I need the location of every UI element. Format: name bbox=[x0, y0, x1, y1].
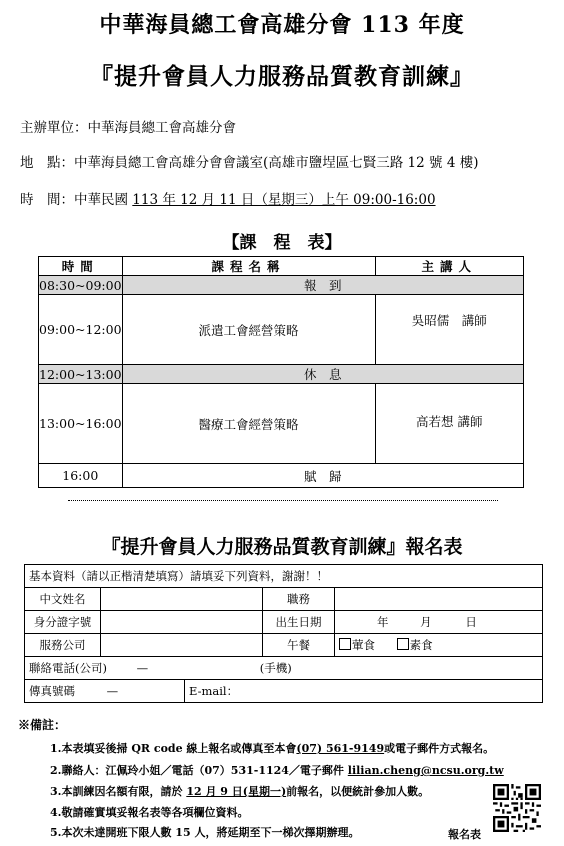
note-3 bbox=[50, 783, 429, 799]
birth-field[interactable] bbox=[335, 611, 543, 634]
form-row-company bbox=[25, 634, 543, 657]
fax-field[interactable] bbox=[25, 680, 185, 703]
birth-month: 月 bbox=[420, 615, 432, 629]
birth-year: 年 bbox=[377, 615, 389, 629]
note-2 bbox=[50, 762, 504, 778]
header-time: 時間 bbox=[39, 257, 123, 276]
fax-dash: — bbox=[106, 684, 119, 698]
form-instruction-row bbox=[25, 565, 543, 588]
meat-checkbox[interactable] bbox=[339, 638, 351, 650]
organizer-line bbox=[20, 116, 236, 136]
table-row bbox=[39, 295, 524, 365]
end-time: 16:00 bbox=[39, 464, 123, 488]
phone-label: 聯絡電話(公司) bbox=[29, 661, 107, 675]
session2-time: 13:00~16:00 bbox=[39, 384, 123, 464]
session1-speaker: 吳昭儒 講師 bbox=[375, 295, 523, 365]
veg-checkbox[interactable] bbox=[397, 638, 409, 650]
schedule-title: 【課 程 表】 bbox=[222, 233, 342, 253]
email-field[interactable] bbox=[185, 680, 543, 703]
note-3-date: 12 月 9 日(星期一) bbox=[186, 785, 287, 798]
time-label: 時 間： bbox=[20, 192, 74, 208]
session2-course: 醫療工會經營策略 bbox=[122, 384, 375, 464]
name-label: 中文姓名 bbox=[25, 588, 101, 611]
session2-speaker: 高若想 講師 bbox=[375, 384, 523, 464]
time-value: 113 年 12 月 11 日（星期三）上午 09:00-16:00 bbox=[132, 192, 436, 208]
note-1-text: 1.本表填妥後掃 QR code 線上報名或傳真至本會 bbox=[50, 742, 297, 755]
table-row bbox=[39, 276, 524, 295]
meal-field bbox=[335, 634, 543, 657]
company-label: 服務公司 bbox=[25, 634, 101, 657]
session1-course: 派遣工會經營策略 bbox=[122, 295, 375, 365]
dotted-divider bbox=[68, 500, 498, 501]
organizer-value: 中華海員總工會高雄分會 bbox=[87, 120, 236, 136]
birth-label: 出生日期 bbox=[263, 611, 335, 634]
form-row-name bbox=[25, 588, 543, 611]
end-label: 賦 歸 bbox=[122, 464, 523, 488]
meat-label: 葷食 bbox=[352, 638, 375, 652]
id-label: 身分證字號 bbox=[25, 611, 101, 634]
form-row-phone bbox=[25, 657, 543, 680]
fax-label: 傳真號碼 bbox=[29, 684, 75, 698]
note-2-email[interactable]: lilian.cheng@ncsu.org.tw bbox=[347, 764, 504, 777]
note-3-text: 3.本訓練因名額有限，請於 bbox=[50, 785, 187, 798]
job-title-label: 職務 bbox=[263, 588, 335, 611]
note-1-text-end: 或電子郵件方式報名。 bbox=[384, 742, 495, 755]
break-label: 休 息 bbox=[122, 365, 523, 384]
time-prefix: 中華民國 bbox=[74, 192, 133, 208]
table-row bbox=[39, 464, 524, 488]
note-1 bbox=[50, 740, 494, 756]
registration-form bbox=[24, 564, 543, 703]
checkin-time: 08:30~09:00 bbox=[39, 277, 122, 293]
document-title: 中華海員總工會高雄分會 113 年度 bbox=[99, 12, 465, 38]
job-title-field[interactable] bbox=[335, 588, 543, 611]
organizer-label: 主辦單位： bbox=[20, 120, 88, 136]
name-field[interactable] bbox=[101, 588, 263, 611]
form-instruction: 基本資料（請以正楷清楚填寫）請填妥下列資料，謝謝！！ bbox=[25, 565, 543, 588]
veg-label: 素食 bbox=[409, 638, 433, 652]
phone-field[interactable] bbox=[25, 657, 543, 680]
time-line bbox=[20, 188, 436, 208]
table-row bbox=[39, 384, 524, 464]
note-2-text: 2.聯絡人：江佩玲小姐／電話（07）531-1124／電子郵件 bbox=[50, 764, 348, 777]
note-5: 5.本次未達開班下限人數 15 人，將延期至下一梯次擇期辦理。 bbox=[50, 826, 360, 839]
header-course: 課程名稱 bbox=[122, 257, 375, 276]
meal-label: 午餐 bbox=[263, 634, 335, 657]
location-line bbox=[20, 151, 478, 171]
id-field[interactable] bbox=[101, 611, 263, 634]
schedule-header-row bbox=[39, 257, 524, 276]
break-time: 12:00~13:00 bbox=[39, 366, 122, 382]
header-speaker: 主講人 bbox=[375, 257, 523, 276]
location-label: 地 點： bbox=[20, 155, 74, 171]
form-row-id bbox=[25, 611, 543, 634]
birth-day: 日 bbox=[465, 615, 477, 629]
document-subtitle: 『提升會員人力服務品質教育訓練』 bbox=[90, 63, 474, 90]
location-value: 中華海員總工會高雄分會會議室(高雄市鹽埕區七賢三路 12 號 4 樓) bbox=[74, 155, 479, 171]
qr-code-icon[interactable] bbox=[493, 784, 541, 832]
form-row-fax bbox=[25, 680, 543, 703]
mobile-label: (手機) bbox=[259, 661, 292, 675]
registration-title: 『提升會員人力服務品質教育訓練』報名表 bbox=[101, 536, 463, 558]
schedule-table bbox=[38, 256, 524, 488]
note-1-fax: (07) 561-9149 bbox=[296, 742, 385, 755]
table-row bbox=[39, 365, 524, 384]
session1-time: 09:00~12:00 bbox=[39, 295, 123, 365]
note-4: 4.敬請確實填妥報名表等各項欄位資料。 bbox=[50, 806, 249, 819]
note-3-text-end: 前報名，以便統計參加人數。 bbox=[286, 785, 430, 798]
phone-dash: — bbox=[136, 661, 149, 675]
qr-caption: 報名表 bbox=[448, 828, 481, 841]
notes-heading: ※備註： bbox=[18, 718, 67, 732]
email-label: E-mail： bbox=[189, 684, 239, 698]
company-field[interactable] bbox=[101, 634, 263, 657]
checkin-label: 報 到 bbox=[122, 276, 523, 295]
